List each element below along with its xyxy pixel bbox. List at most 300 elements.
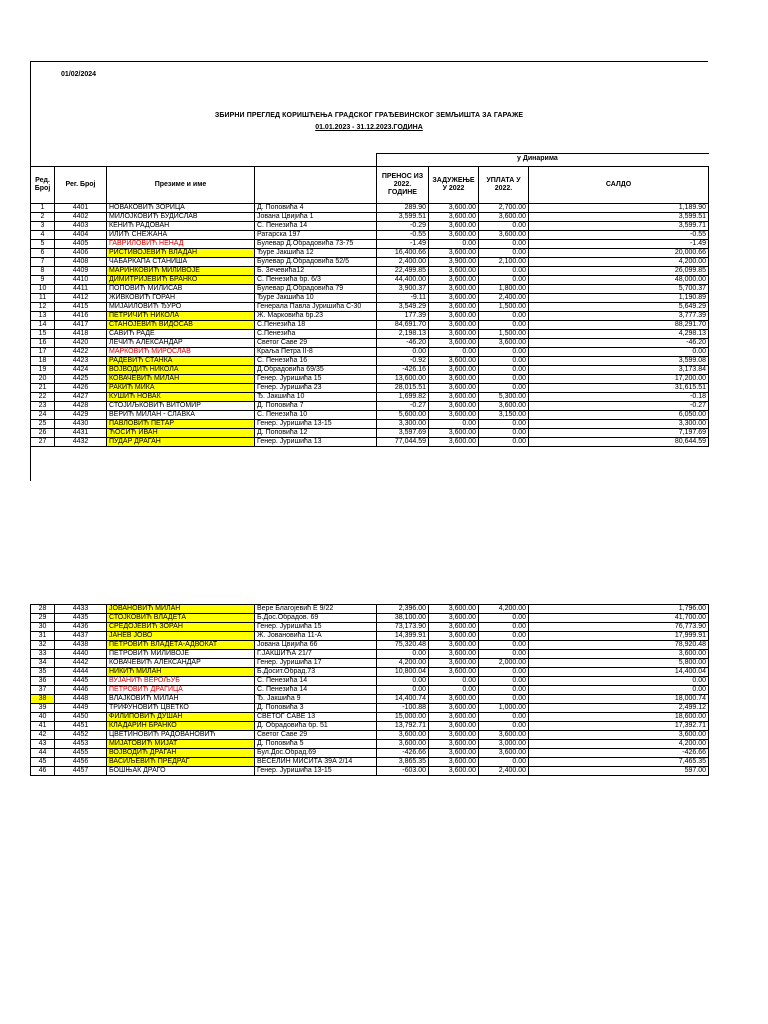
charge-amount: 3,600.00 — [429, 659, 479, 668]
payment-amount: 0.00 — [479, 321, 529, 330]
row-number: 23 — [31, 402, 55, 411]
address: С. Пенезића 16 — [255, 357, 377, 366]
address: Генер. Јуришића 13 — [255, 438, 377, 447]
payment-amount: 0.00 — [479, 641, 529, 650]
balance-amount: 4,200.00 — [529, 740, 709, 749]
charge-amount: 3,600.00 — [429, 722, 479, 731]
charge-amount: 0.00 — [429, 420, 479, 429]
registration-number: 4451 — [55, 722, 107, 731]
row-number: 21 — [31, 384, 55, 393]
row-number: 46 — [31, 767, 55, 776]
header-reg: Рег. Број — [55, 167, 107, 204]
table-row — [31, 384, 709, 393]
carryover-amount: 13,792.71 — [377, 722, 429, 731]
payment-amount: 0.00 — [479, 357, 529, 366]
registration-number: 4440 — [55, 650, 107, 659]
registration-number: 4425 — [55, 375, 107, 384]
row-number: 39 — [31, 704, 55, 713]
address: Генер. Јуришића 13-15 — [255, 420, 377, 429]
header-saldo: САЛДО — [529, 167, 709, 204]
payment-amount: 4,200.00 — [479, 605, 529, 614]
header-prenos: ПРЕНОС ИЗ 2022. ГОДИНЕ — [377, 167, 429, 204]
table-row — [31, 366, 709, 375]
registration-number: 4442 — [55, 659, 107, 668]
row-number: 35 — [31, 668, 55, 677]
charge-amount: 3,600.00 — [429, 713, 479, 722]
report-title: ЗБИРНИ ПРЕГЛЕД КОРИШЋЕЊА ГРАДСКОГ ГРАЂЕВИНСКОГ ЗЕМЉИШТА ЗА ГАРАЖЕ — [214, 112, 524, 119]
person-name: КОВАЧЕВИЋ МИЛАН — [107, 375, 255, 384]
registration-number: 4406 — [55, 249, 107, 258]
balance-amount: 20,000.66 — [529, 249, 709, 258]
address: Б.Дос.Обрадов. 69 — [255, 614, 377, 623]
carryover-amount: 16,400.66 — [377, 249, 429, 258]
registration-number: 4429 — [55, 411, 107, 420]
registration-number: 4412 — [55, 294, 107, 303]
address: Јована Цвијића 1 — [255, 213, 377, 222]
row-number: 44 — [31, 749, 55, 758]
carryover-amount: 2,396.00 — [377, 605, 429, 614]
carryover-amount: -100.88 — [377, 704, 429, 713]
balance-amount: 18,000.74 — [529, 695, 709, 704]
table-row — [31, 321, 709, 330]
table-row — [31, 393, 709, 402]
balance-amount: 17,999.91 — [529, 632, 709, 641]
row-number: 29 — [31, 614, 55, 623]
table-row — [31, 740, 709, 749]
person-name: НИКИЋ МИЛАН — [107, 668, 255, 677]
person-name: МАРИНКОВИЋ МИЛИВОЈЕ — [107, 267, 255, 276]
person-name: СТОЈКОВИЋ ВЛАДЕТА — [107, 614, 255, 623]
currency-note-text: у Динарима — [517, 155, 558, 162]
charge-amount: 3,600.00 — [429, 321, 479, 330]
person-name: КУШИЋ НОВАК — [107, 393, 255, 402]
carryover-amount: -1.49 — [377, 240, 429, 249]
registration-number: 4455 — [55, 749, 107, 758]
row-number: 8 — [31, 267, 55, 276]
table-row — [31, 722, 709, 731]
row-number: 9 — [31, 276, 55, 285]
charge-amount: 3,600.00 — [429, 402, 479, 411]
balance-amount: 18,600.00 — [529, 713, 709, 722]
person-name: РАДЕВИЋ СТАНКА — [107, 357, 255, 366]
payment-amount: 2,700.00 — [479, 204, 529, 213]
balance-amount: -1.49 — [529, 240, 709, 249]
registration-number: 4449 — [55, 704, 107, 713]
charge-amount: 3,600.00 — [429, 650, 479, 659]
registration-number: 4457 — [55, 767, 107, 776]
person-name: МИЈАТОВИЋ МИЈАТ — [107, 740, 255, 749]
registration-number: 4423 — [55, 357, 107, 366]
carryover-amount: 44,400.00 — [377, 276, 429, 285]
registration-number: 4435 — [55, 614, 107, 623]
row-number: 33 — [31, 650, 55, 659]
charge-amount: 3,600.00 — [429, 668, 479, 677]
address: С. Пенезића 14 — [255, 677, 377, 686]
registration-number: 4424 — [55, 366, 107, 375]
table-row — [31, 614, 709, 623]
balance-amount: 5,800.00 — [529, 659, 709, 668]
address: Г.ЈАКШИЋА 21/7 — [255, 650, 377, 659]
balance-amount: 4,200.00 — [529, 258, 709, 267]
balance-amount: 4,298.13 — [529, 330, 709, 339]
person-name: ПЕТРОВИЋ МИЛИВОЈЕ — [107, 650, 255, 659]
person-name: РАКИЋ МИКА — [107, 384, 255, 393]
charge-amount: 3,600.00 — [429, 231, 479, 240]
registration-number: 4438 — [55, 641, 107, 650]
registration-number: 4416 — [55, 312, 107, 321]
person-name: ПЕТРОВИЋ ВЛАДЕТА-АДВОКАТ — [107, 641, 255, 650]
registration-number: 4431 — [55, 429, 107, 438]
registration-number: 4450 — [55, 713, 107, 722]
address: Б.Досит.Обрад.73 — [255, 668, 377, 677]
row-number: 14 — [31, 321, 55, 330]
address: С.Пенезића 18 — [255, 321, 377, 330]
row-number: 45 — [31, 758, 55, 767]
header-rb: Ред. Број — [31, 167, 55, 204]
balance-amount: 7,465.35 — [529, 758, 709, 767]
table-row — [31, 429, 709, 438]
registration-number: 4453 — [55, 740, 107, 749]
payment-amount: 0.00 — [479, 758, 529, 767]
table-row — [31, 623, 709, 632]
table-row — [31, 695, 709, 704]
carryover-amount: 289.90 — [377, 204, 429, 213]
row-number: 15 — [31, 330, 55, 339]
balance-amount: 3,173.84 — [529, 366, 709, 375]
charge-amount: 3,600.00 — [429, 438, 479, 447]
balance-amount: 17,200.00 — [529, 375, 709, 384]
row-number: 13 — [31, 312, 55, 321]
address: Булевар Д.Обрадовића 52/5 — [255, 258, 377, 267]
address: Ж. Јовановића 11-А — [255, 632, 377, 641]
payment-amount: 1,500.00 — [479, 330, 529, 339]
table-row — [31, 731, 709, 740]
address: Д. Поповића 4 — [255, 204, 377, 213]
charge-amount: 3,600.00 — [429, 740, 479, 749]
address: Д. Поповића 3 — [255, 704, 377, 713]
header-name: Презиме и име — [107, 167, 255, 204]
person-name: ЈОВАНОВИЋ МИЛАН — [107, 605, 255, 614]
person-name: ПУДАР ДРАГАН — [107, 438, 255, 447]
registration-number: 4404 — [55, 231, 107, 240]
payment-amount: 2,100.00 — [479, 258, 529, 267]
registration-number: 4409 — [55, 267, 107, 276]
table-row — [31, 303, 709, 312]
table-row — [31, 641, 709, 650]
balance-amount: 3,600.00 — [529, 650, 709, 659]
payment-amount: 3,600.00 — [479, 749, 529, 758]
person-name: РИСТИВОЈЕВИЋ ВЛАДАН — [107, 249, 255, 258]
carryover-amount: 3,599.51 — [377, 213, 429, 222]
table-row — [31, 357, 709, 366]
row-number: 34 — [31, 659, 55, 668]
balance-amount: 3,599.08 — [529, 357, 709, 366]
row-number: 36 — [31, 677, 55, 686]
address: Светог Саве 29 — [255, 339, 377, 348]
person-name: ЈАНЕВ ЈОВО — [107, 632, 255, 641]
registration-number: 4436 — [55, 623, 107, 632]
balance-amount: 1,796.00 — [529, 605, 709, 614]
person-name: ТРИФУНОВИЋ ЦВЕТКО — [107, 704, 255, 713]
address: Светог Саве 29 — [255, 731, 377, 740]
row-number: 24 — [31, 411, 55, 420]
carryover-amount: 15,000.00 — [377, 713, 429, 722]
balance-amount: 0.00 — [529, 677, 709, 686]
person-name: ЋОСИЋ ИВАН — [107, 429, 255, 438]
payment-amount: 0.00 — [479, 677, 529, 686]
currency-note — [376, 153, 709, 166]
balance-amount: 3,600.00 — [529, 731, 709, 740]
person-name: ЖИВКОВИЋ ГОРАН — [107, 294, 255, 303]
balance-amount: 5,649.29 — [529, 303, 709, 312]
row-number: 37 — [31, 686, 55, 695]
address: Генер. Јуришића 15 — [255, 623, 377, 632]
payment-amount: 1,000.00 — [479, 704, 529, 713]
balance-amount: 76,773.90 — [529, 623, 709, 632]
table-row — [31, 713, 709, 722]
charge-amount: 3,600.00 — [429, 605, 479, 614]
row-number: 3 — [31, 222, 55, 231]
charge-amount: 3,600.00 — [429, 429, 479, 438]
row-number: 43 — [31, 740, 55, 749]
table-row — [31, 758, 709, 767]
address: Генер. Јуришића 15 — [255, 375, 377, 384]
charge-amount: 3,600.00 — [429, 704, 479, 713]
row-number: 11 — [31, 294, 55, 303]
balance-amount: 3,599.71 — [529, 222, 709, 231]
balance-amount: 1,189.90 — [529, 204, 709, 213]
carryover-amount: -603.00 — [377, 767, 429, 776]
table-row — [31, 204, 709, 213]
carryover-amount: 3,900.37 — [377, 285, 429, 294]
address: Бул.Дос.Обрад.69 — [255, 749, 377, 758]
table-row — [31, 632, 709, 641]
carryover-amount: 84,691.70 — [377, 321, 429, 330]
address: С. Пенезића 14 — [255, 686, 377, 695]
charge-amount: 3,600.00 — [429, 276, 479, 285]
carryover-amount: 1,699.82 — [377, 393, 429, 402]
balance-amount: 3,777.39 — [529, 312, 709, 321]
registration-number: 4415 — [55, 303, 107, 312]
address: Б. Зечевића12 — [255, 267, 377, 276]
registration-number: 4448 — [55, 695, 107, 704]
registration-number: 4426 — [55, 384, 107, 393]
address: Д. Обрадовића бр. 51 — [255, 722, 377, 731]
payment-amount: 3,600.00 — [479, 231, 529, 240]
carryover-amount: 0.00 — [377, 348, 429, 357]
registration-number: 4417 — [55, 321, 107, 330]
row-number: 26 — [31, 429, 55, 438]
charge-amount: 3,600.00 — [429, 312, 479, 321]
table-row — [31, 348, 709, 357]
balance-amount: 5,700.37 — [529, 285, 709, 294]
carryover-amount: 3,600.00 — [377, 740, 429, 749]
payment-amount: 0.00 — [479, 623, 529, 632]
payment-amount: 0.00 — [479, 348, 529, 357]
carryover-amount: -0.29 — [377, 222, 429, 231]
registration-number: 4432 — [55, 438, 107, 447]
address: Генер. Јуришића 17 — [255, 659, 377, 668]
person-name: БОШЊАК ДРАГО — [107, 767, 255, 776]
row-number: 28 — [31, 605, 55, 614]
row-number: 30 — [31, 623, 55, 632]
charge-amount: 3,600.00 — [429, 222, 479, 231]
charge-amount: 3,600.00 — [429, 249, 479, 258]
person-name: ФИЛИПОВИЋ ДУШАН — [107, 713, 255, 722]
person-name: ЧАБАРКАПА СТАНИША — [107, 258, 255, 267]
address: С. Пенезића 10 — [255, 411, 377, 420]
payment-amount: 0.00 — [479, 375, 529, 384]
registration-number: 4402 — [55, 213, 107, 222]
address: Д. Поповића 5 — [255, 740, 377, 749]
carryover-amount: 0.00 — [377, 650, 429, 659]
person-name: МИЛОЈКОВИЋ БУДИСЛАВ — [107, 213, 255, 222]
carryover-amount: 14,400.74 — [377, 695, 429, 704]
balance-amount: 14,400.04 — [529, 668, 709, 677]
carryover-amount: 3,549.29 — [377, 303, 429, 312]
address: Краља Петра II-8 — [255, 348, 377, 357]
payment-amount: 0.00 — [479, 713, 529, 722]
charge-amount: 3,600.00 — [429, 375, 479, 384]
row-number: 12 — [31, 303, 55, 312]
person-name: ВЛАЈКОВИЋ МИЛАН — [107, 695, 255, 704]
carryover-amount: 0.00 — [377, 686, 429, 695]
registration-number: 4418 — [55, 330, 107, 339]
ledger-table-part-2 — [30, 604, 709, 776]
balance-amount: 78,920.48 — [529, 641, 709, 650]
charge-amount: 3,600.00 — [429, 614, 479, 623]
row-number: 16 — [31, 339, 55, 348]
address: Генерала Павла Јуришића С-30 — [255, 303, 377, 312]
person-name: ПАВЛОВИЋ ПЕТАР — [107, 420, 255, 429]
registration-number: 4446 — [55, 686, 107, 695]
charge-amount: 3,600.00 — [429, 384, 479, 393]
carryover-amount: 22,499.85 — [377, 267, 429, 276]
person-name: ВОЈВОДИЋ ДРАГАН — [107, 749, 255, 758]
carryover-amount: 38,100.00 — [377, 614, 429, 623]
carryover-amount: 73,173.90 — [377, 623, 429, 632]
person-name: ГАВРИЛОВИЋ НЕНАД — [107, 240, 255, 249]
charge-amount: 3,600.00 — [429, 267, 479, 276]
row-number: 17 — [31, 348, 55, 357]
registration-number: 4422 — [55, 348, 107, 357]
row-number: 25 — [31, 420, 55, 429]
address: С. Пенезића 14 — [255, 222, 377, 231]
registration-number: 4430 — [55, 420, 107, 429]
table-row — [31, 438, 709, 447]
table-row — [31, 240, 709, 249]
registration-number: 4420 — [55, 339, 107, 348]
address: Ж. Марковића бр.23 — [255, 312, 377, 321]
registration-number: 4428 — [55, 402, 107, 411]
carryover-amount: -46.20 — [377, 339, 429, 348]
payment-amount: 3,600.00 — [479, 402, 529, 411]
balance-amount: 0.00 — [529, 348, 709, 357]
person-name: ПЕТРИЧИЋ НИКОЛА — [107, 312, 255, 321]
payment-amount: 2,400.00 — [479, 767, 529, 776]
row-number: 22 — [31, 393, 55, 402]
carryover-amount: 14,399.91 — [377, 632, 429, 641]
carryover-amount: 2,400.00 — [377, 258, 429, 267]
payment-amount: 3,600.00 — [479, 731, 529, 740]
table-row — [31, 677, 709, 686]
balance-amount: 3,300.00 — [529, 420, 709, 429]
balance-amount: 6,050.00 — [529, 411, 709, 420]
payment-amount: 0.00 — [479, 429, 529, 438]
payment-amount: 0.00 — [479, 695, 529, 704]
row-number: 27 — [31, 438, 55, 447]
balance-amount: 1,190.89 — [529, 294, 709, 303]
balance-amount: -46.20 — [529, 339, 709, 348]
row-number: 6 — [31, 249, 55, 258]
payment-amount: 2,400.00 — [479, 294, 529, 303]
carryover-amount: 13,600.00 — [377, 375, 429, 384]
balance-amount: 80,644.59 — [529, 438, 709, 447]
payment-amount: 2,000.00 — [479, 659, 529, 668]
charge-amount: 3,600.00 — [429, 641, 479, 650]
table-row — [31, 411, 709, 420]
charge-amount: 3,600.00 — [429, 749, 479, 758]
carryover-amount: -0.55 — [377, 231, 429, 240]
table-row — [31, 231, 709, 240]
registration-number: 4445 — [55, 677, 107, 686]
registration-number: 4444 — [55, 668, 107, 677]
registration-number: 4456 — [55, 758, 107, 767]
payment-amount: 3,600.00 — [479, 339, 529, 348]
row-number: 40 — [31, 713, 55, 722]
carryover-amount: 177.39 — [377, 312, 429, 321]
person-name: СТАНОЈЕВИЋ ВИДОСАВ — [107, 321, 255, 330]
table-row — [31, 222, 709, 231]
person-name: ЦВЕТИНОВИЋ РАДОВАНОВИЋ — [107, 731, 255, 740]
balance-amount: 88,291.70 — [529, 321, 709, 330]
table-row — [31, 402, 709, 411]
carryover-amount: 2,198.13 — [377, 330, 429, 339]
balance-amount: 26,099.85 — [529, 267, 709, 276]
carryover-amount: 3,597.69 — [377, 429, 429, 438]
charge-amount: 3,600.00 — [429, 213, 479, 222]
table-row — [31, 704, 709, 713]
person-name: СРЕДОЈЕВИЋ ЗОРАН — [107, 623, 255, 632]
table-row — [31, 668, 709, 677]
charge-amount: 3,600.00 — [429, 767, 479, 776]
table-row — [31, 294, 709, 303]
carryover-amount: 4,200.00 — [377, 659, 429, 668]
balance-amount: -0.18 — [529, 393, 709, 402]
person-name: СТОЈИЉКОВИЋ ВИТОМИР — [107, 402, 255, 411]
payment-amount: 3,000.00 — [479, 740, 529, 749]
balance-amount: 7,197.69 — [529, 429, 709, 438]
registration-number: 4405 — [55, 240, 107, 249]
payment-amount: 0.00 — [479, 420, 529, 429]
person-name: ВЕРИЋ МИЛАН - СЛАВКА — [107, 411, 255, 420]
row-number: 2 — [31, 213, 55, 222]
person-name: НОВАКОВИЋ ЗОРИЦА — [107, 204, 255, 213]
person-name: ДИМИТРИЈЕВИЋ БРАНКО — [107, 276, 255, 285]
charge-amount: 0.00 — [429, 348, 479, 357]
payment-amount: 3,600.00 — [479, 213, 529, 222]
payment-amount: 0.00 — [479, 240, 529, 249]
row-number: 5 — [31, 240, 55, 249]
payment-amount: 0.00 — [479, 366, 529, 375]
payment-amount: 0.00 — [479, 632, 529, 641]
balance-amount: 17,392.71 — [529, 722, 709, 731]
person-name: КОВАЧЕВИЋ АЛЕКСАНДАР — [107, 659, 255, 668]
header-address — [255, 167, 377, 204]
charge-amount: 3,600.00 — [429, 294, 479, 303]
report-date: 01/02/2024 — [61, 71, 97, 78]
registration-number: 4410 — [55, 276, 107, 285]
